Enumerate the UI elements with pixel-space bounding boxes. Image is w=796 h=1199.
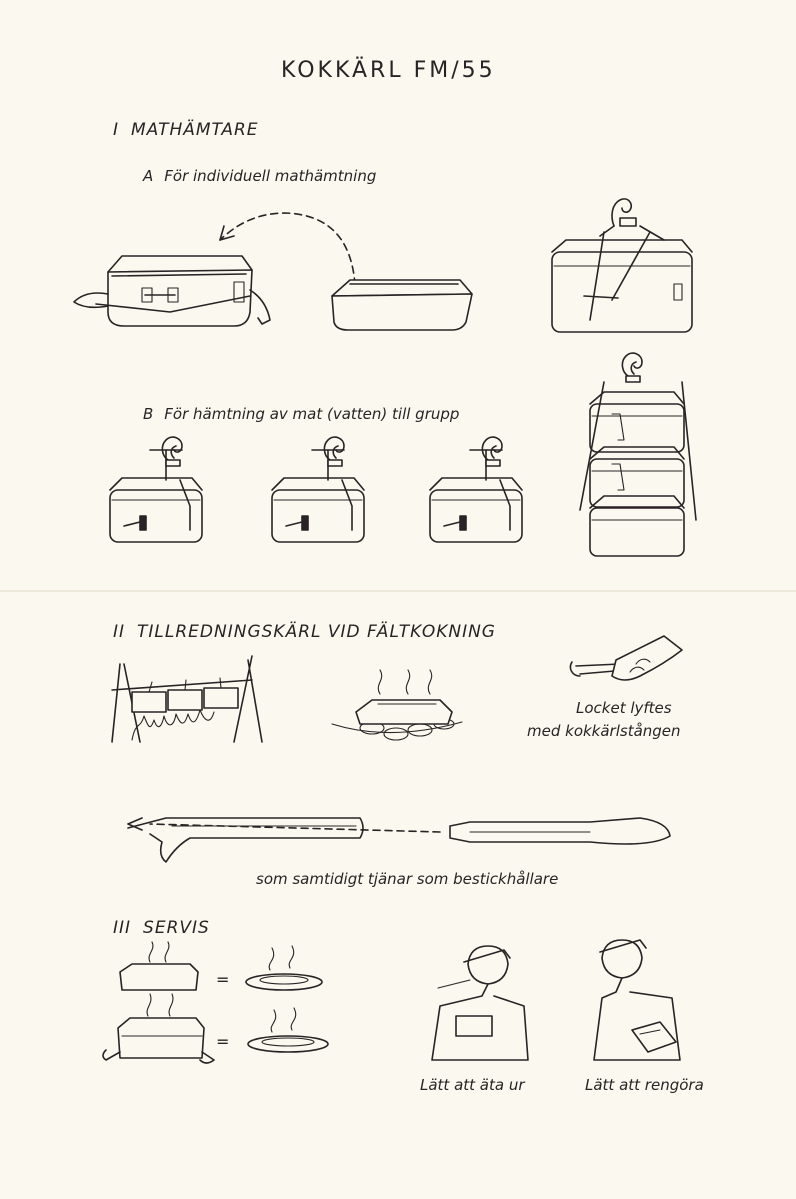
lid-caption-line-1: Locket lyftes xyxy=(576,699,672,717)
subsection-a-letter: A xyxy=(143,167,154,185)
section-1-title: MATHÄMTARE xyxy=(131,120,259,140)
steaming-plate-drawing-1 xyxy=(246,946,322,990)
section-2-title: TILLREDNINGSKÄRL VID FÄLTKOKNING xyxy=(137,622,496,642)
subsection-b-letter: B xyxy=(143,405,154,423)
kit-with-handle-up-drawing xyxy=(552,199,692,332)
subsection-b-text: För hämtning av mat (vatten) till grupp xyxy=(164,405,460,423)
section-3-title: SERVIS xyxy=(143,918,210,938)
section-1-numeral: I xyxy=(113,120,120,140)
handle-caption: som samtidigt tjänar som bestickhållare xyxy=(256,870,559,888)
open-mess-kit-drawing xyxy=(74,256,270,326)
utensil-handle-drawing xyxy=(128,818,670,862)
subsection-a-text: För individuell mathämtning xyxy=(164,167,377,185)
easy-clean-caption: Lätt att rengöra xyxy=(585,1076,704,1094)
lid-tray-drawing xyxy=(332,280,472,330)
carried-kit-1 xyxy=(110,437,202,542)
equals-sign-2: = xyxy=(216,1032,230,1051)
page-title: KOKKÄRL FM/55 xyxy=(281,58,496,83)
easy-eat-caption: Lätt att äta ur xyxy=(420,1076,525,1094)
section-3-numeral: III xyxy=(113,918,132,938)
soldier-eating-drawing xyxy=(432,946,528,1060)
steaming-pot-drawing xyxy=(103,994,214,1063)
section-2-numeral: II xyxy=(113,622,126,642)
fire-cooking-drawing xyxy=(332,670,462,740)
carried-kit-3 xyxy=(430,437,522,542)
lid-lifting-hand-drawing xyxy=(570,636,682,680)
soldier-cleaning-drawing xyxy=(594,940,680,1060)
lid-caption-line-2: med kokkärlstången xyxy=(527,722,681,740)
carried-kit-2 xyxy=(272,437,364,542)
stacked-kits-drawing xyxy=(580,353,696,556)
steaming-lid-drawing xyxy=(120,942,198,990)
equals-sign-1: = xyxy=(216,970,230,989)
tripod-cooking-drawing xyxy=(112,656,262,742)
steaming-plate-drawing-2 xyxy=(248,1008,328,1052)
